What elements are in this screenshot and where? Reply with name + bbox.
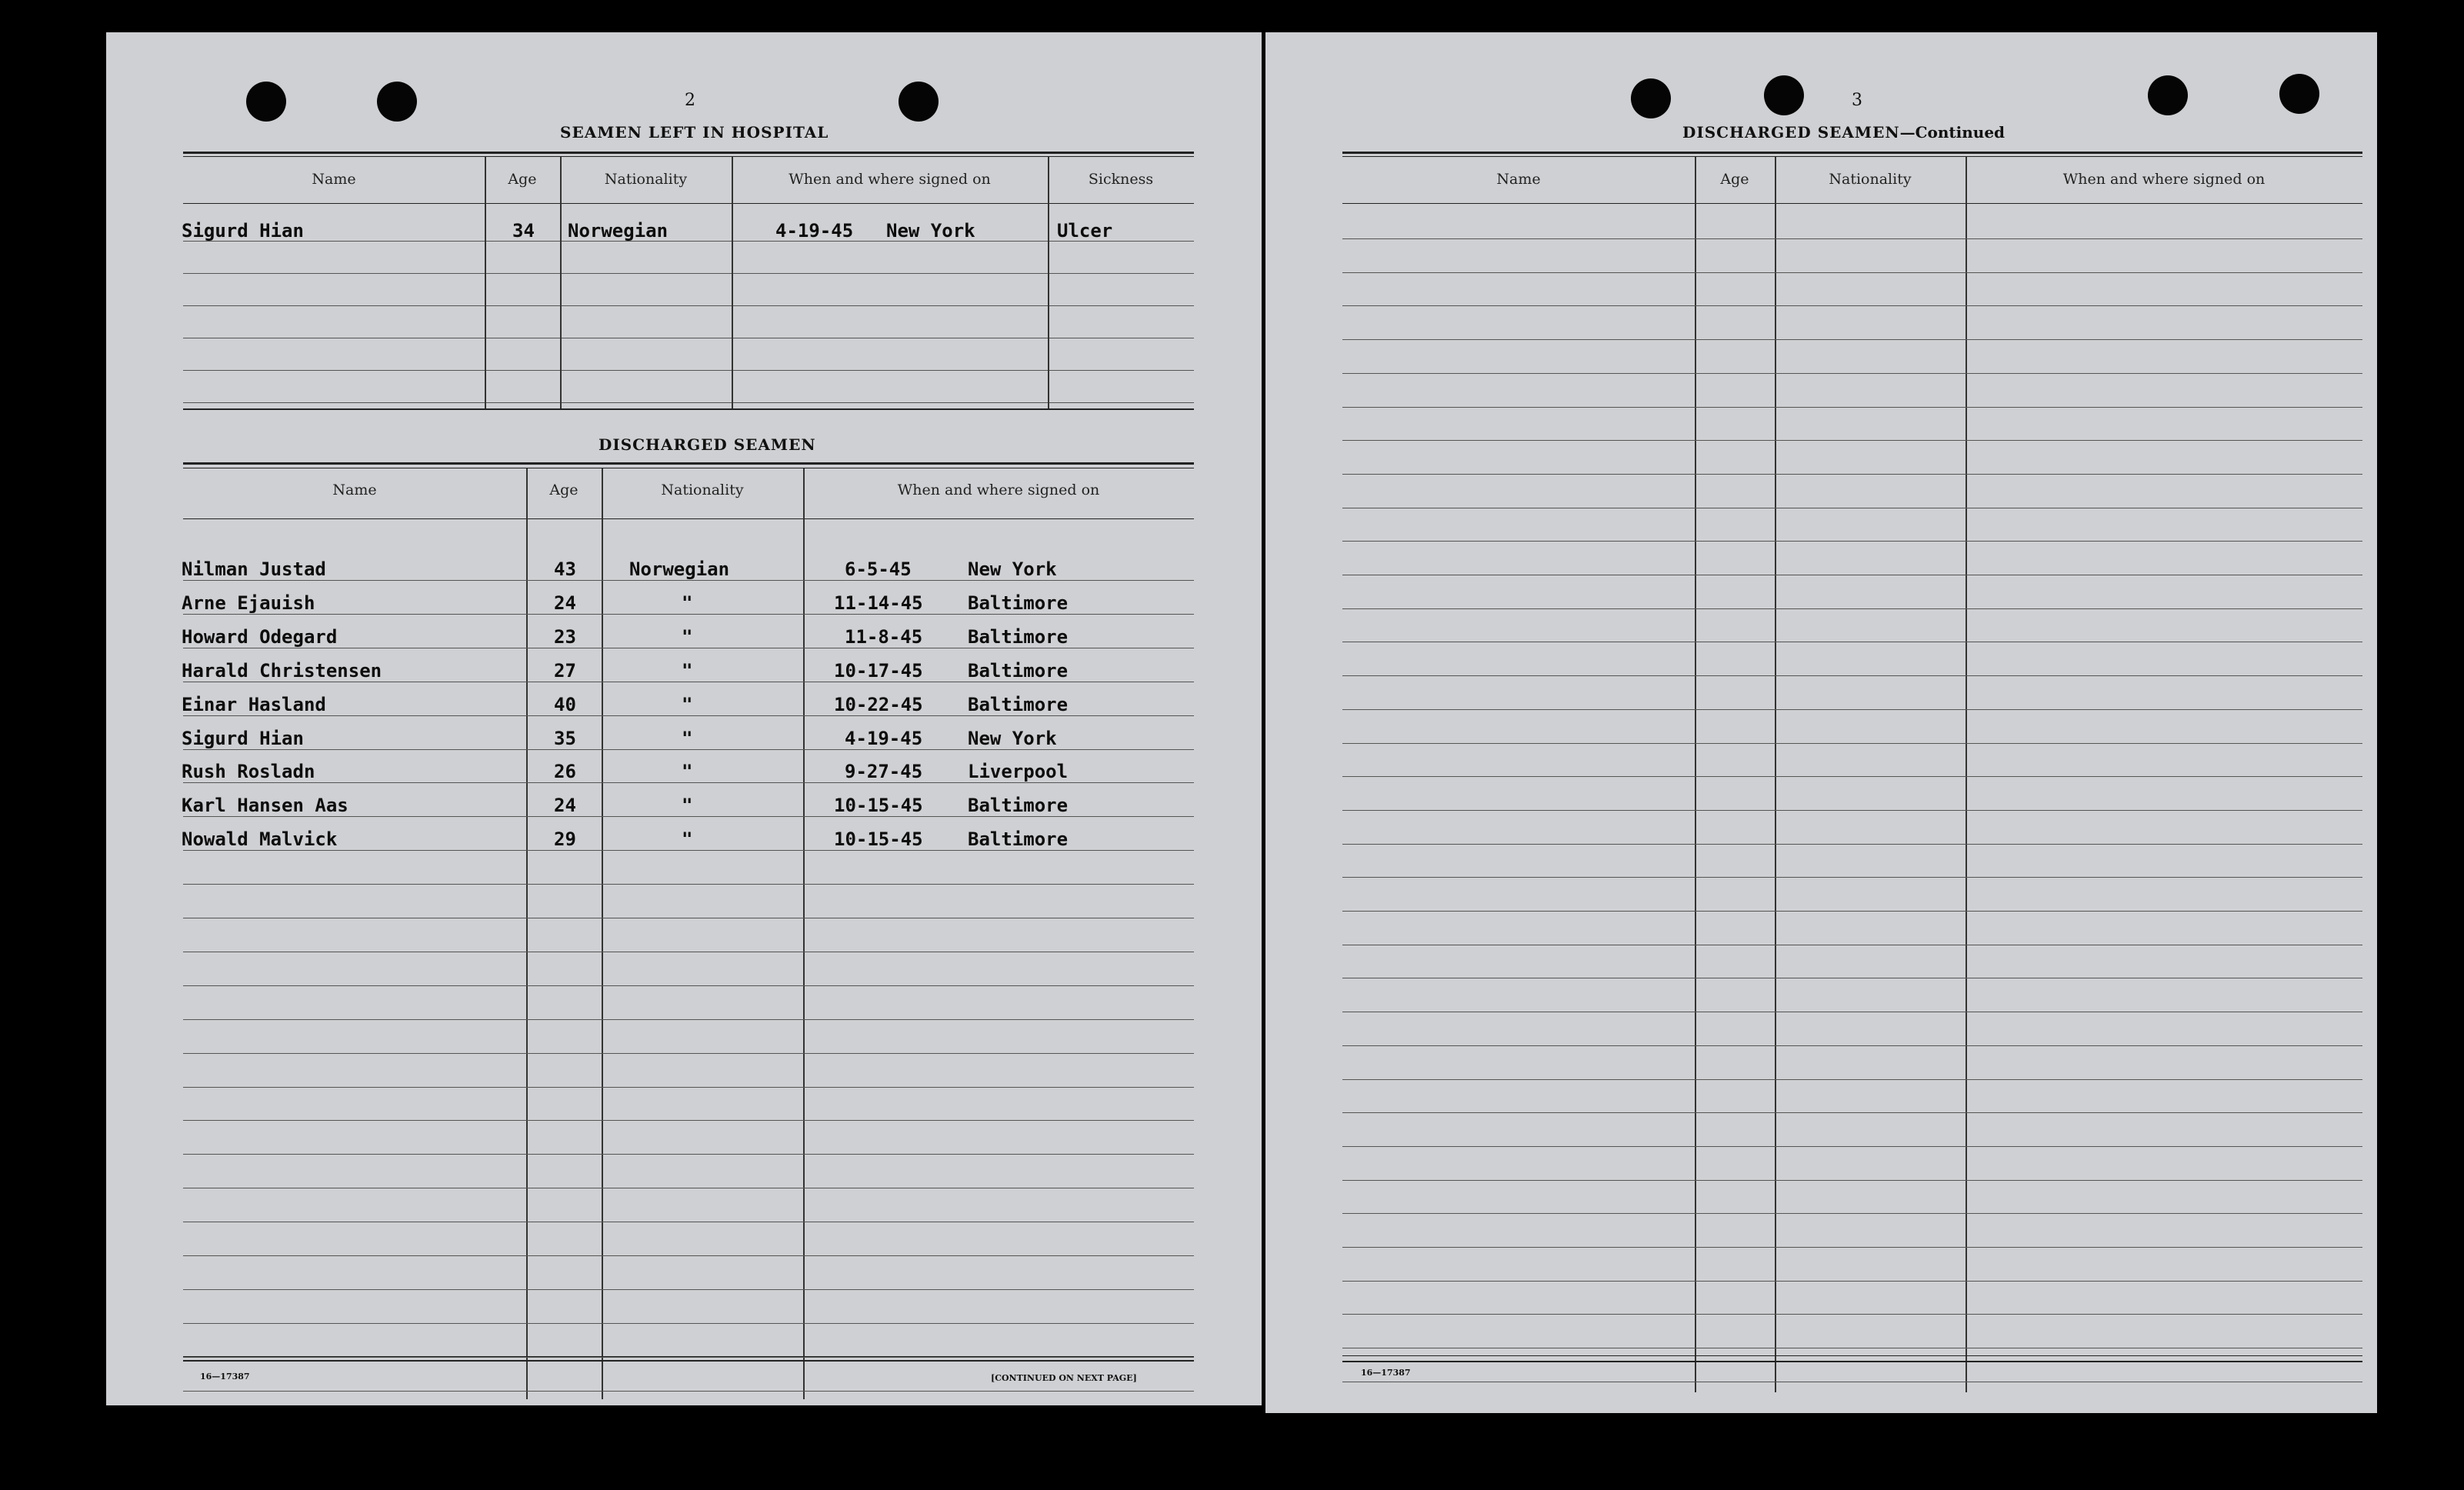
row-line [183,749,1194,750]
column-divider [1048,157,1049,408]
row-line [1342,743,2362,744]
row-line [183,985,1194,986]
continued-note: [CONTINUED ON NEXT PAGE] [991,1373,1137,1383]
seaman-signed-date: 4-19-45 [845,728,923,749]
row-line [1342,407,2362,408]
punch-hole [2148,75,2188,115]
column-divider [1966,157,1967,1392]
row-line [1342,440,2362,441]
seaman-signed-date: 10-22-45 [834,694,923,715]
row-line [183,273,1194,274]
seaman-name: Arne Ejauish [182,592,315,614]
seaman-nationality: " [682,660,693,682]
column-divider [560,157,562,408]
column-header-signed-on: When and where signed on [2062,171,2266,188]
row-line [183,305,1194,306]
row-line [1342,373,2362,374]
row-line [1342,1112,2362,1113]
seaman-age: 29 [554,828,576,850]
seaman-signed-place: Liverpool [968,761,1069,782]
table-top-rule [183,156,1194,157]
table-bottom-rule [183,1360,1194,1362]
seaman-age: 27 [554,660,576,682]
punch-hole [1631,78,1671,118]
seaman-age: 43 [554,558,576,580]
row-line [183,884,1194,885]
row-line [1342,1079,2362,1080]
column-header-name: Name [1496,171,1541,188]
row-line [1342,1045,2362,1046]
row-line [183,402,1194,403]
row-line [183,816,1194,817]
hospital-section-title: SEAMEN LEFT IN HOSPITAL [560,123,829,142]
row-line [1342,1314,2362,1315]
seaman-signed-place: Baltimore [968,694,1069,715]
table-bottom-rule [1342,1361,2362,1362]
seaman-signed-place: New York [968,728,1057,749]
right-page-title [1682,123,2005,142]
seaman-nationality: " [682,694,693,715]
column-divider [803,468,805,1399]
row-line [1342,1247,2362,1248]
row-line [1342,1213,2362,1214]
seaman-nationality: " [682,828,693,850]
seaman-name: Sigurd Hian [182,728,304,749]
row-line [1342,776,2362,777]
column-header-signed-on: When and where signed on [789,171,991,188]
table-top-rule [1342,156,2362,157]
column-divider [732,157,733,408]
row-line [1342,339,2362,340]
column-header-nationality: Nationality [1829,171,1912,188]
discharged-section-title: DISCHARGED SEAMEN [598,435,816,454]
row-line [183,1289,1194,1290]
seaman-signed-place: Baltimore [968,660,1069,682]
page-number: 2 [685,91,695,110]
left-page [106,32,1262,1405]
row-line [183,715,1194,716]
seaman-signed-date: 10-17-45 [834,660,923,682]
table-bottom-rule [183,1356,1194,1357]
punch-hole [899,82,939,122]
column-divider [1775,157,1776,1392]
row-line [1342,810,2362,811]
seaman-name: Harald Christensen [182,660,382,682]
seaman-age: 23 [554,626,576,648]
row-line [183,1255,1194,1256]
seaman-nationality: " [682,795,693,816]
row-line [1342,608,2362,609]
hospital-nationality: Norwegian [568,220,669,242]
seaman-nationality: " [682,728,693,749]
header-rule [183,518,1194,519]
form-number: 16—17387 [1361,1368,1411,1378]
punch-hole [377,82,417,122]
row-line [183,1087,1194,1088]
seaman-nationality: " [682,592,693,614]
hospital-name: Sigurd Hian [182,220,304,242]
row-line [183,1357,1194,1358]
column-header-age: Age [508,171,537,188]
seaman-signed-place: Baltimore [968,592,1069,614]
table-bottom-rule [183,408,1194,410]
row-line [183,580,1194,581]
row-line [183,1391,1194,1392]
row-line [183,1154,1194,1155]
seaman-nationality: " [682,626,693,648]
hospital-place: New York [886,220,975,242]
row-line [1342,1180,2362,1181]
seaman-name: Howard Odegard [182,626,338,648]
hospital-sickness: Ulcer [1057,220,1113,242]
seaman-signed-date: 6-5-45 [845,558,912,580]
header-rule [183,203,1194,204]
row-line [1342,675,2362,676]
punch-hole [2279,74,2319,114]
column-divider [485,157,486,408]
row-line [1342,911,2362,912]
seaman-name: Nilman Justad [182,558,326,580]
right-page-title-main: DISCHARGED SEAMEN [1682,123,1900,142]
seaman-signed-date: 10-15-45 [834,828,923,850]
seaman-signed-place: Baltimore [968,626,1069,648]
seaman-signed-place: Baltimore [968,828,1069,850]
form-number: 16—17387 [200,1372,250,1382]
row-line [183,782,1194,783]
punch-hole [1764,75,1804,115]
page-number: 3 [1852,91,1862,110]
row-line [183,1053,1194,1054]
row-line [183,1019,1194,1020]
row-line [183,1120,1194,1121]
seaman-name: Karl Hansen Aas [182,795,348,816]
seaman-signed-place: New York [968,558,1057,580]
seaman-signed-date: 10-15-45 [834,795,923,816]
hospital-age: 34 [512,220,535,242]
column-header-sickness: Sickness [1088,171,1154,188]
punch-hole [246,82,286,122]
table-top-rule [183,462,1194,465]
seaman-signed-date: 11-14-45 [834,592,923,614]
seaman-age: 24 [554,592,576,614]
row-line [1342,541,2362,542]
seaman-name: Einar Hasland [182,694,326,715]
seaman-age: 40 [554,694,576,715]
row-line [1342,474,2362,475]
row-line [1342,844,2362,845]
column-header-name: Name [312,171,356,188]
column-header-nationality: Nationality [661,482,744,498]
right-page-title-sub: —Continued [1899,123,2006,142]
column-header-signed-on: When and where signed on [897,482,1100,498]
row-line [1342,1281,2362,1282]
column-header-age: Age [1720,171,1749,188]
row-line [1342,238,2362,239]
row-line [183,850,1194,851]
row-line [1342,272,2362,273]
header-rule [1342,203,2362,204]
row-line [1342,877,2362,878]
seaman-nationality: Norwegian [629,558,730,580]
seaman-age: 35 [554,728,576,749]
row-line [183,370,1194,371]
seaman-signed-date: 9-27-45 [845,761,923,782]
table-top-rule [1342,152,2362,154]
row-line [183,1323,1194,1324]
seaman-nationality: " [682,761,693,782]
table-bottom-rule [1342,1355,2362,1356]
right-page [1265,32,2377,1413]
column-header-age: Age [549,482,578,498]
row-line [1342,305,2362,306]
row-line [1342,1146,2362,1147]
seaman-signed-date: 11-8-45 [845,626,923,648]
row-line [183,614,1194,615]
row-line [1342,709,2362,710]
seaman-signed-place: Baltimore [968,795,1069,816]
hospital-date: 4-19-45 [775,220,854,242]
column-divider [602,468,603,1399]
column-header-name: Name [332,482,377,498]
row-line [183,241,1194,242]
column-divider [1695,157,1696,1392]
column-divider [526,468,528,1399]
seaman-name: Rush Rosladn [182,761,315,782]
column-header-nationality: Nationality [604,171,688,188]
seaman-age: 24 [554,795,576,816]
table-top-rule [183,152,1194,154]
seaman-name: Nowald Malvick [182,828,338,850]
seaman-age: 26 [554,761,576,782]
